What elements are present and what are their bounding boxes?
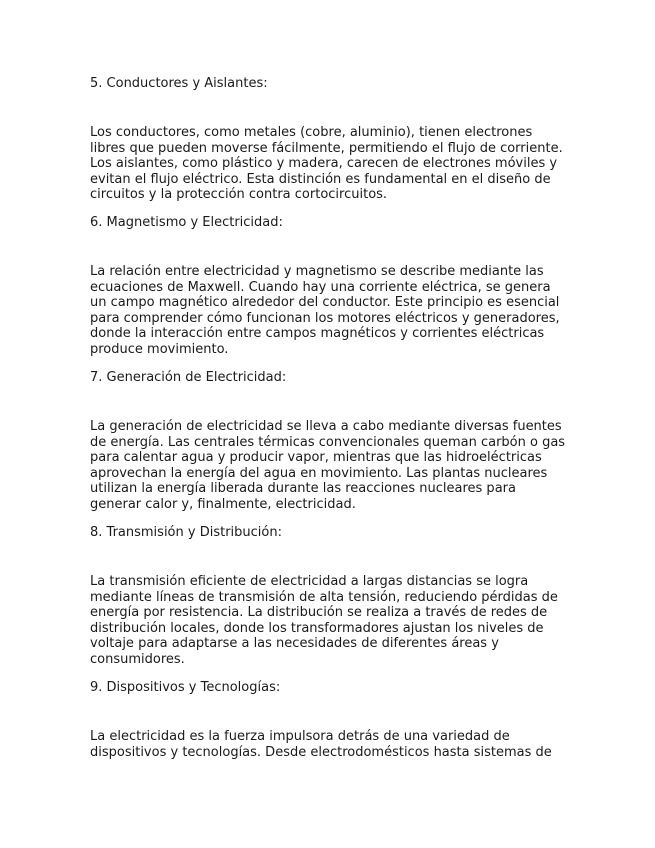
section-heading-8: 8. Transmisión y Distribución: (90, 525, 282, 540)
section-paragraph-5 (90, 125, 570, 203)
paragraph-line: energía por resistencia. La distribución se realiza a través de redes de (90, 605, 548, 621)
section-paragraph-8 (90, 574, 570, 668)
paragraph-line: distribución locales, donde los transformadores ajustan los niveles de (90, 620, 544, 636)
paragraph-line: circuitos y la protección contra cortocircuitos. (90, 187, 388, 203)
paragraph-line: Los conductores, como metales (cobre, aluminio), tienen electrones (90, 125, 533, 140)
paragraph-line: utilizan la energía liberada durante las reacciones nucleares para (90, 481, 516, 497)
section-heading-6: 6. Magnetismo y Electricidad: (90, 215, 283, 230)
paragraph-line: para calentar agua y producir vapor, mientras que las hidroeléctricas (90, 450, 542, 466)
paragraph-line: Los aislantes, como plástico y madera, carecen de electrones móviles y (90, 156, 558, 172)
paragraph-line: dispositivos y tecnologías. Desde electrodomésticos hasta sistemas de (90, 744, 552, 760)
paragraph-line: produce movimiento. (90, 341, 229, 357)
paragraph-line: La transmisión eficiente de electricidad a largas distancias se logra (90, 574, 529, 589)
paragraph-line: La relación entre electricidad y magnetismo se describe mediante las (90, 264, 544, 279)
paragraph-line: evitan el flujo eléctrico. Esta distinción es fundamental en el diseño de (90, 171, 551, 187)
paragraph-line: para comprender cómo funcionan los motores eléctricos y generadores, (90, 310, 560, 326)
paragraph-line: consumidores. (90, 651, 185, 667)
section-paragraph-7 (90, 419, 570, 513)
paragraph-line: La electricidad es la fuerza impulsora detrás de una variedad de (90, 729, 510, 744)
section-heading-5: 5. Conductores y Aislantes: (90, 76, 268, 91)
paragraph-line: La generación de electricidad se lleva a cabo mediante diversas fuentes (90, 419, 562, 434)
paragraph-line: libres que pueden moverse fácilmente, permitiendo el flujo de corriente. (90, 140, 563, 156)
paragraph-line: voltaje para adaptarse a las necesidades de diferentes áreas y (90, 636, 499, 652)
paragraph-line: mediante líneas de transmisión de alta tensión, reduciendo pérdidas de (90, 589, 558, 605)
section-heading-7: 7. Generación de Electricidad: (90, 370, 287, 385)
paragraph-line: un campo magnético alrededor del conductor. Este principio es esencial (90, 295, 560, 311)
paragraph-line: generar calor y, finalmente, electricidad. (90, 496, 356, 512)
section-paragraph-6 (90, 264, 570, 358)
section-heading-9: 9. Dispositivos y Tecnologías: (90, 680, 281, 695)
section-paragraph-9 (90, 729, 570, 760)
paragraph-line: aprovechan la energía del agua en movimiento. Las plantas nucleares (90, 465, 548, 481)
paragraph-line: ecuaciones de Maxwell. Cuando hay una corriente eléctrica, se genera (90, 279, 551, 295)
paragraph-line: donde la interacción entre campos magnéticos y corrientes eléctricas (90, 326, 545, 342)
paragraph-line: de energía. Las centrales térmicas convencionales queman carbón o gas (90, 434, 566, 450)
